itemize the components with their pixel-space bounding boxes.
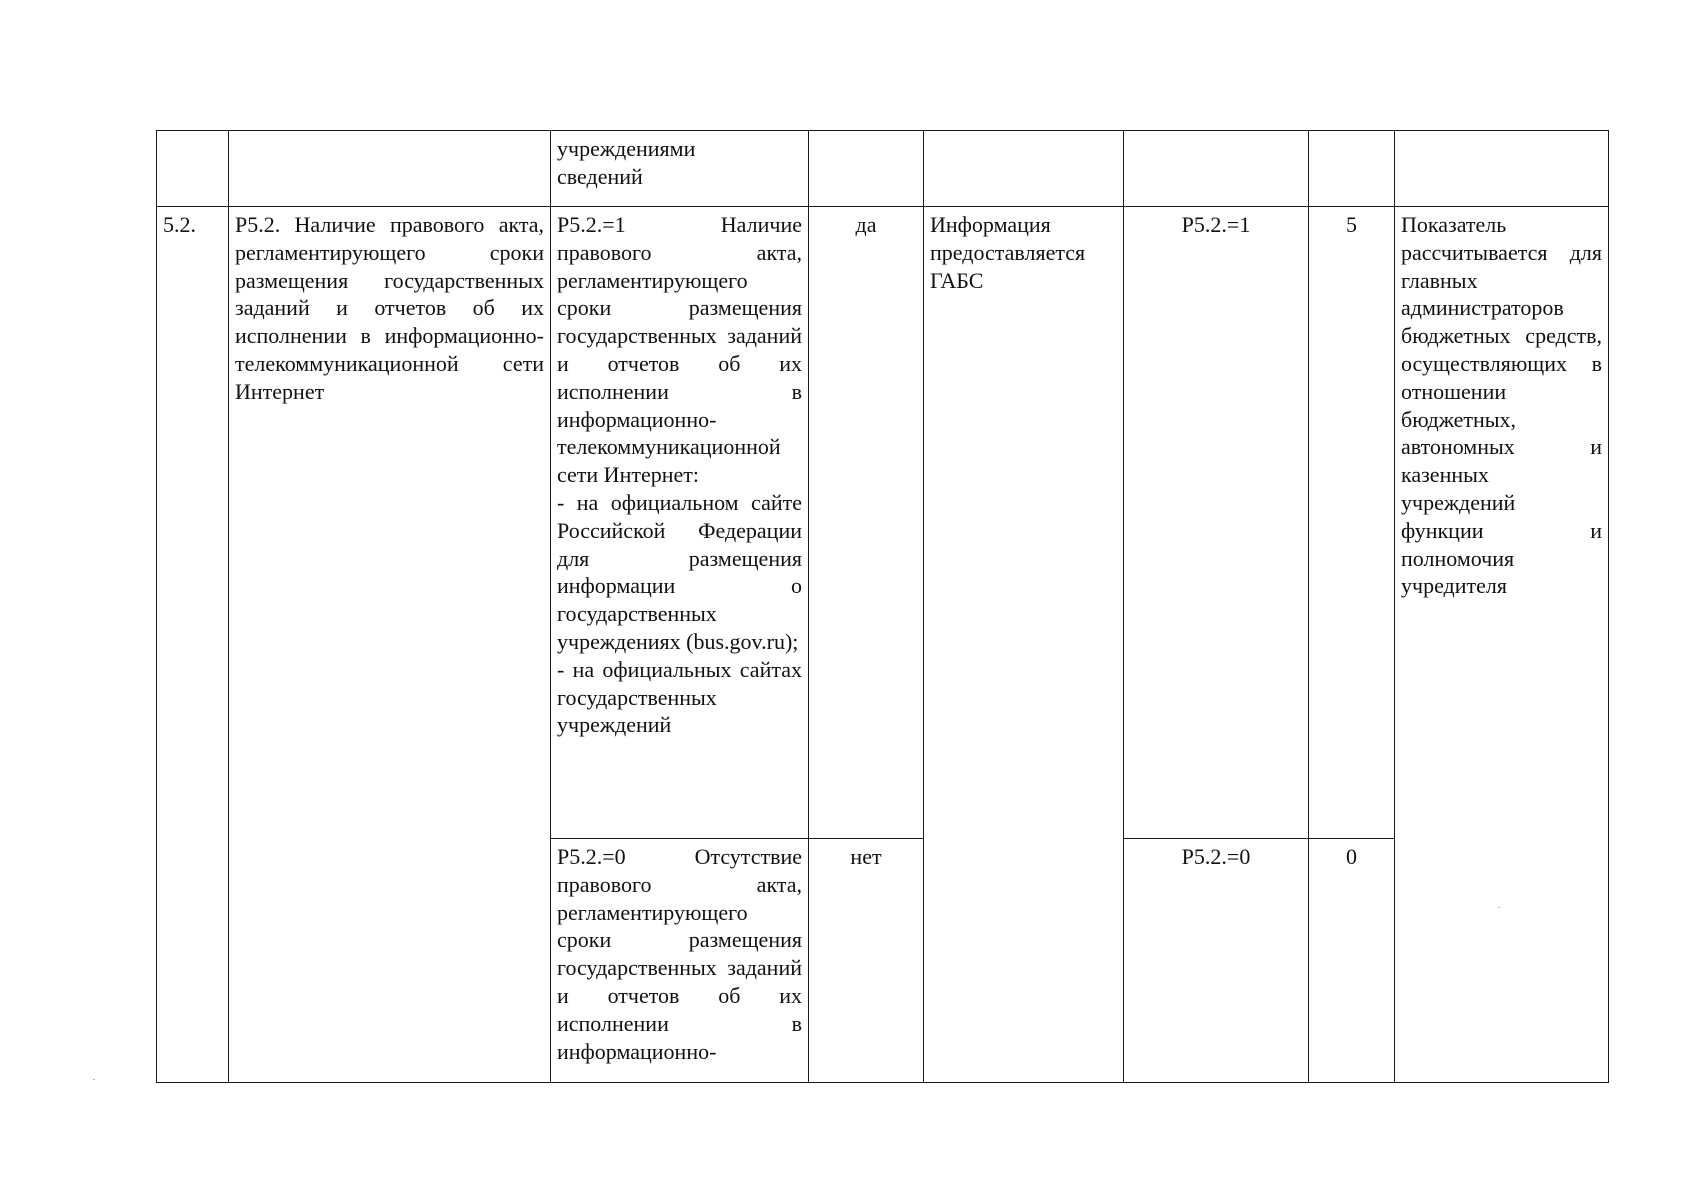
- condition-yes-item-1: - на официальном сайте Российской Федерации для размещения информации о государственных учреждениях (bus.gov.ru);: [557, 489, 802, 654]
- cell-formula-empty: [1124, 131, 1309, 207]
- cell-source-empty: [924, 131, 1124, 207]
- condition-yes-item-2: - на официальных сайтах государственных учреждений: [557, 656, 802, 738]
- score-yes: 5: [1309, 207, 1395, 839]
- answer-yes: да: [809, 207, 924, 839]
- table-row-continued: [157, 131, 1609, 207]
- table-row-5-2-yes: [157, 207, 1609, 839]
- cell-score-empty: [1309, 131, 1395, 207]
- answer-no: нет: [809, 839, 924, 1083]
- scan-speck: [93, 1079, 95, 1080]
- condition-no: P5.2.=0 Отсутствие правового акта, регламентирующего сроки размещения государственных заданий и отчетов об их исполнении в информационно-: [551, 839, 809, 1083]
- data-source: Информация предоставляется ГАБС: [924, 207, 1124, 1083]
- cell-answer-empty: [809, 131, 924, 207]
- row-number: 5.2.: [157, 207, 229, 1083]
- indicator-description: P5.2. Наличие правового акта, регламентирующего сроки размещения государственных заданий и отчетов об их исполнении в информационно-телекоммуникационной сети Интернет: [229, 207, 551, 1083]
- condition-yes-intro: P5.2.=1 Наличие правового акта, регламентирующего сроки размещения государственных заданий и отчетов об их исполнении в информационно-телекоммуникационной сети Интернет:: [557, 212, 802, 488]
- formula-no: P5.2.=0: [1124, 839, 1309, 1083]
- cell-condition-continued: учреждениями сведений: [551, 131, 809, 207]
- formula-yes: P5.2.=1: [1124, 207, 1309, 839]
- condition-yes-cell: [551, 207, 809, 839]
- calculation-note: Показатель рассчитывается для главных администраторов бюджетных средств, осуществляющих в отношении бюджетных, автономных и казенных учреждений функции и полномочия учредителя: [1395, 207, 1609, 1083]
- cell-note-empty: [1395, 131, 1609, 207]
- indicators-table: [156, 130, 1609, 1083]
- scan-speck: [1498, 907, 1500, 908]
- cell-number-empty: [157, 131, 229, 207]
- cell-indicator-empty: [229, 131, 551, 207]
- score-no: 0: [1309, 839, 1395, 1083]
